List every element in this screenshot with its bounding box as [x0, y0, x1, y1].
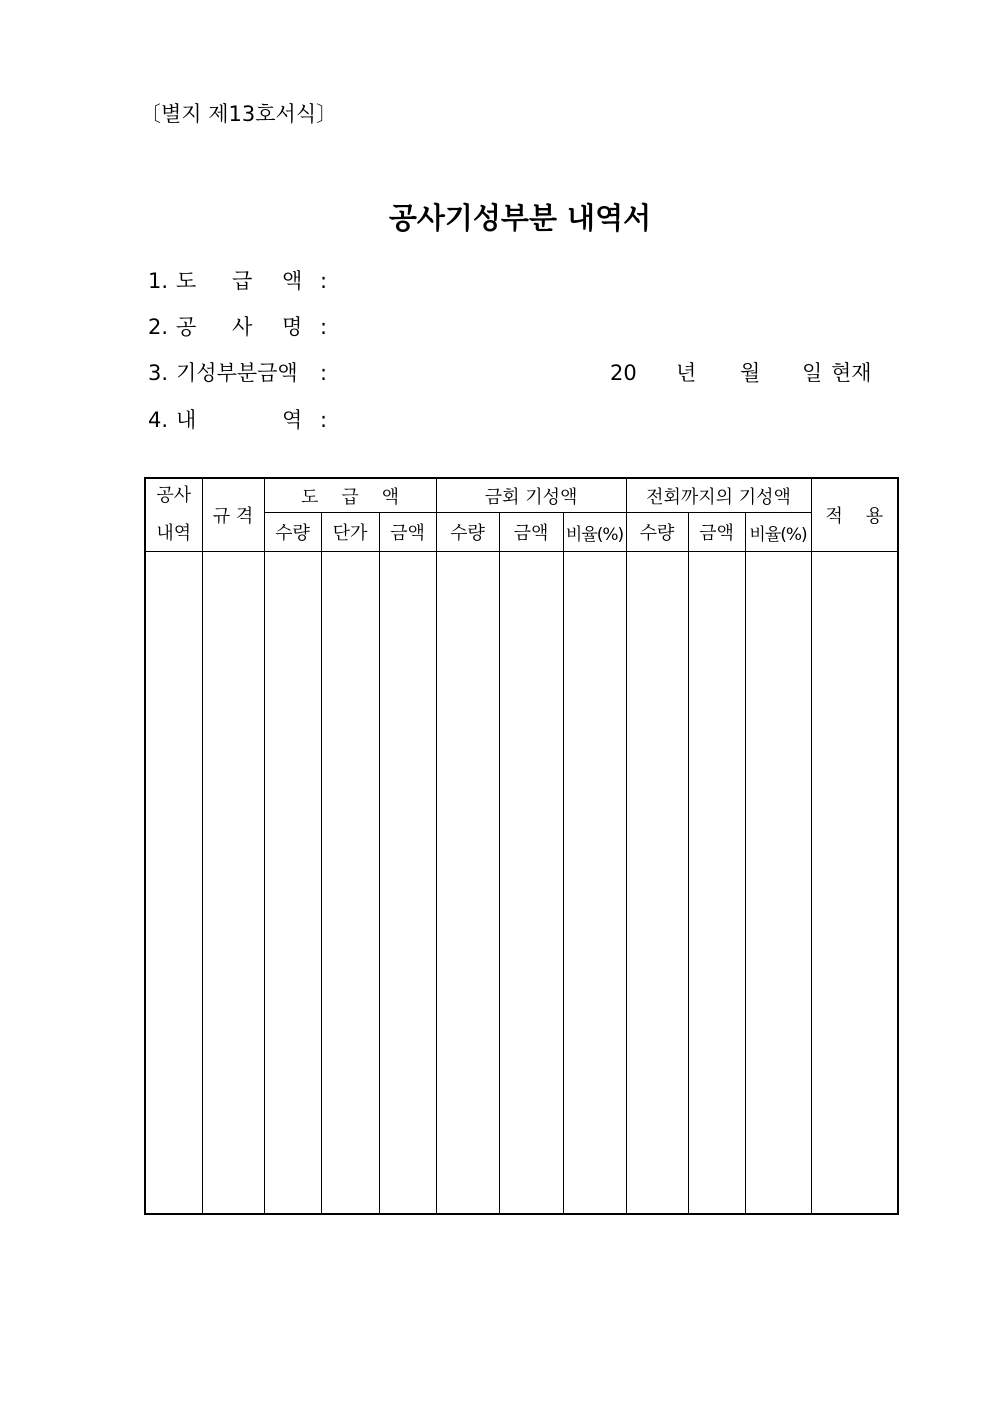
- header-spec: 규 격: [202, 478, 264, 552]
- body-cell-previous-ratio[interactable]: [745, 552, 811, 1215]
- year-label: 년: [676, 361, 697, 385]
- field-colon: :: [320, 408, 328, 432]
- header-current-qty: 수량: [436, 513, 499, 552]
- body-cell-current-qty[interactable]: [436, 552, 499, 1215]
- body-cell-contract-qty[interactable]: [264, 552, 321, 1215]
- header-current-amount: 금액: [499, 513, 563, 552]
- day-label: 일: [802, 361, 823, 385]
- header-previous-amount: 금액: [688, 513, 745, 552]
- field-label-char: 도: [176, 269, 197, 293]
- header-previous-ratio: 비율(%): [745, 513, 811, 552]
- field-label-char: 액: [282, 269, 303, 293]
- progress-statement-table: [144, 477, 899, 1215]
- as-of-suffix: 현재: [831, 361, 872, 385]
- year-prefix: 20: [610, 361, 637, 385]
- header-work-details: [145, 478, 202, 552]
- header-contract-amount: 도 급 액: [264, 478, 436, 513]
- field-label: 기성부분금액: [176, 361, 298, 385]
- field-label-char: 명: [282, 315, 303, 339]
- field-number: 4.: [148, 408, 169, 432]
- form-number: 〔별지 제13호서식〕: [140, 102, 338, 126]
- body-cell-work[interactable]: [145, 552, 202, 1215]
- field-label-char: 급: [232, 269, 253, 293]
- header-current-progress: 금회 기성액: [436, 478, 626, 513]
- body-cell-current-amount[interactable]: [499, 552, 563, 1215]
- field-label-char: 공: [176, 315, 197, 339]
- header-contract-amount-sub: 금액: [379, 513, 436, 552]
- header-previous-qty: 수량: [626, 513, 688, 552]
- field-label-char: 사: [232, 315, 253, 339]
- header-remarks: 적 용: [811, 478, 898, 552]
- body-cell-previous-qty[interactable]: [626, 552, 688, 1215]
- field-number: 1.: [148, 269, 169, 293]
- body-cell-contract-unit-price[interactable]: [321, 552, 379, 1215]
- as-of-date: [0, 358, 992, 388]
- field-number: 2.: [148, 315, 169, 339]
- header-current-ratio: 비율(%): [563, 513, 626, 552]
- header-work-top: 공사: [156, 485, 192, 506]
- field-label-char: 내: [176, 408, 197, 432]
- header-work-bottom: 내역: [156, 523, 192, 544]
- header-contract-qty: 수량: [264, 513, 321, 552]
- field-colon: :: [320, 361, 328, 385]
- field-colon: :: [320, 315, 328, 339]
- month-label: 월: [740, 361, 761, 385]
- body-cell-spec[interactable]: [202, 552, 264, 1215]
- field-label-char: 역: [282, 408, 303, 432]
- body-cell-current-ratio[interactable]: [563, 552, 626, 1215]
- field-colon: :: [320, 269, 328, 293]
- body-cell-previous-amount[interactable]: [688, 552, 745, 1215]
- header-contract-unit-price: 단가: [321, 513, 379, 552]
- document-title: 공사기성부분 내역서: [388, 201, 652, 235]
- body-cell-contract-amount[interactable]: [379, 552, 436, 1215]
- body-cell-remarks[interactable]: [811, 552, 898, 1215]
- header-previous-progress: 전회까지의 기성액: [626, 478, 811, 513]
- field-number: 3.: [148, 361, 169, 385]
